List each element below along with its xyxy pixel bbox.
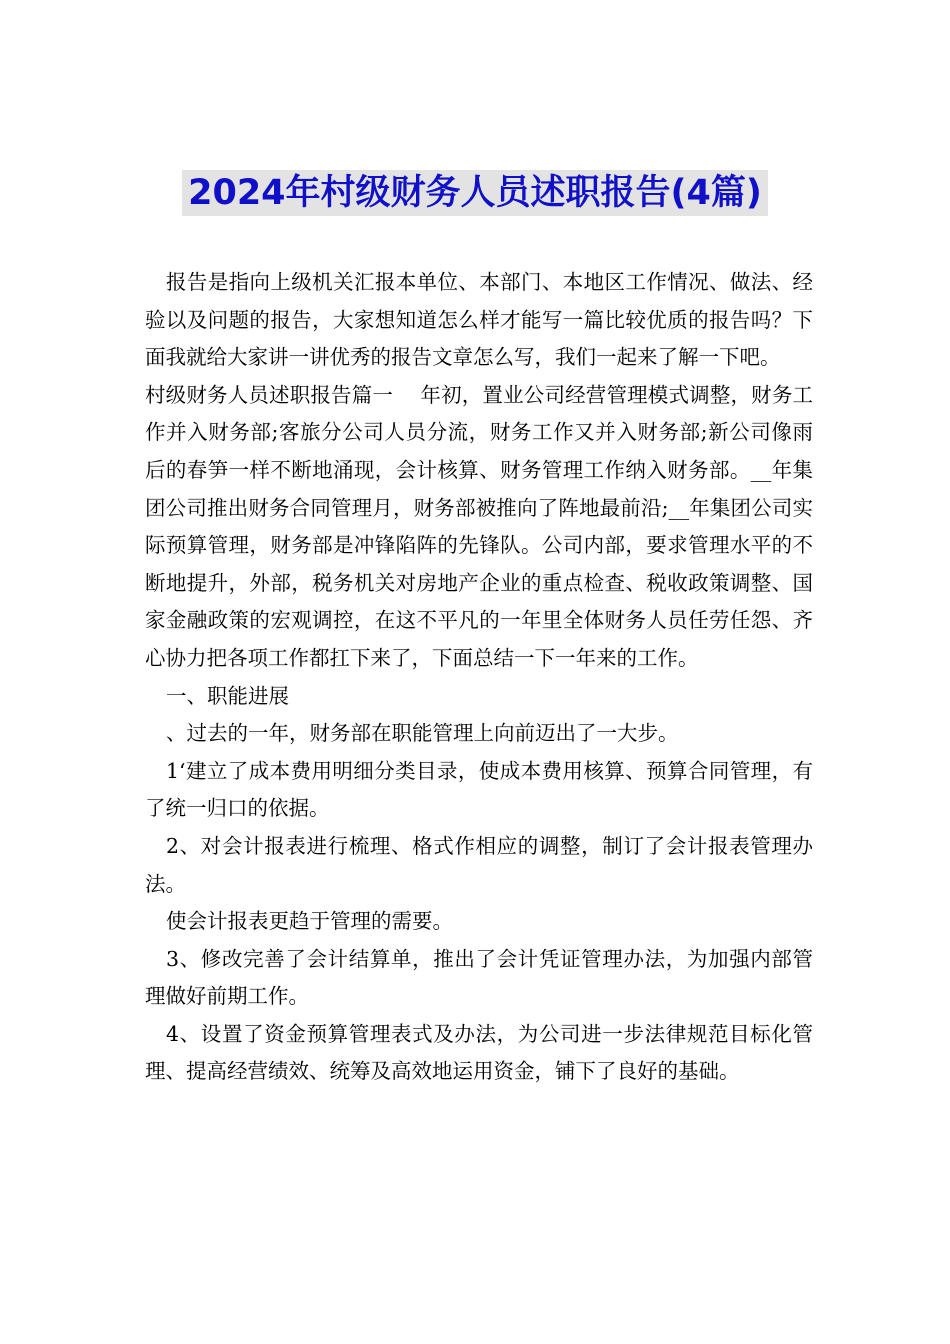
heading-functional-progress: 一、职能进展 [166,683,289,708]
document-body [145,264,813,1091]
paragraph-past-year: 、过去的一年，财务部在职能管理上向前迈出了一大步。 [166,721,679,746]
document-title: 2024年村级财务人员述职报告(4篇) [182,170,768,216]
list-item-3: 3、修改完善了会计结算单，推出了会计凭证管理办法，为加强内部管理做好前期工作。 [145,946,813,1009]
list-item-4: 4、设置了资金预算管理表式及办法，为公司进一步法律规范目标化管理、提高经营绩效、统筹及高效地运用资金，铺下了良好的基础。 [145,1021,813,1084]
list-item-1: 1‘建立了成本费用明细分类目录，使成本费用核算、预算合同管理，有了统一归口的依据。 [145,758,813,821]
list-item-2: 2、对会计报表进行梳理、格式作相应的调整，制订了会计报表管理办法。 [145,833,813,896]
title-container [0,170,950,216]
section-one-paragraph: 村级财务人员述职报告篇一 年初，置业公司经营管理模式调整，财务工作并入财务部;客旅分公司人员分流，财务工作又并入财务部;新公司像雨后的春笋一样不断地涌现，会计核算、财务管理工作纳入财务部。__年集团公司推出财务合同管理月，财务部被推向了阵地最前沿;__年集团公司实际预算管理，财务部是冲锋陷阵的先锋队。公司内部，要求管理水平的不断地提升，外部，税务机关对房地产企业的重点检查、税收政策调整、国家金融政策的宏观调控，在这不平凡的一年里全体财务人员任劳任怨、齐心协力把各项工作都扛下来了，下面总结一下一年来的工作。 [145,382,813,670]
paragraph-report-needs: 使会计报表更趋于管理的需要。 [166,909,453,934]
intro-paragraph: 报告是指向上级机关汇报本单位、本部门、本地区工作情况、做法、经验以及问题的报告，大家想知道怎么样才能写一篇比较优质的报告吗？下面我就给大家讲一讲优秀的报告文章怎么写，我们一起来了解一下吧。 [145,270,813,370]
